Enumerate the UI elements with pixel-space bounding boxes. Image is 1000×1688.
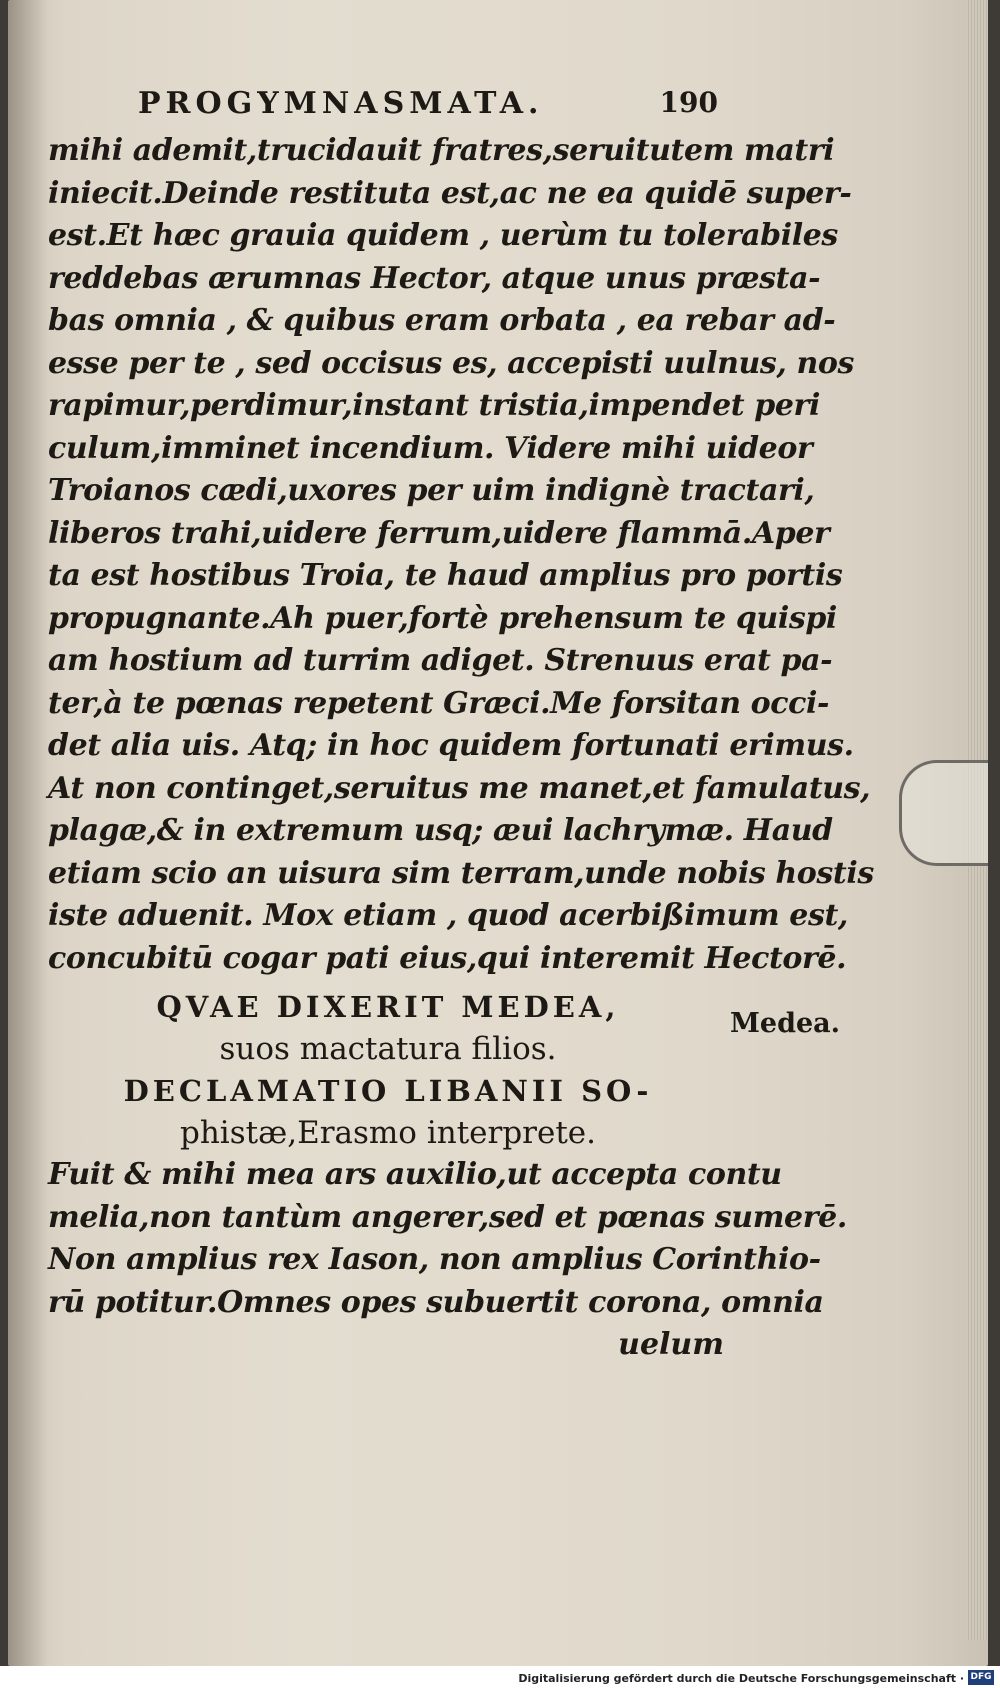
page-header bbox=[48, 78, 728, 130]
body-part-2 bbox=[48, 1154, 847, 1324]
text-line: ta est hostibus Troia, te haud amplius pro portis bbox=[48, 558, 843, 593]
text-line: Fuit & mihi mea ars auxilio,ut accepta contu bbox=[48, 1157, 782, 1192]
text-line: Non amplius rex Iason, non amplius Corinthio- bbox=[48, 1242, 821, 1277]
text-block bbox=[48, 78, 874, 1366]
text-line: concubitū cogar pati eius,qui interemit Hectorē. bbox=[48, 940, 847, 976]
text-line: propugnante.Ah puer,fortè prehensum te quispi bbox=[48, 600, 837, 636]
book-page bbox=[8, 0, 988, 1666]
running-title: PROGYMNASMATA. bbox=[138, 86, 544, 121]
text-line: liberos trahi,uidere ferrum,uidere flammā.Aper bbox=[48, 515, 830, 551]
dfg-logo: DFG bbox=[968, 1670, 994, 1685]
section-heading-continued: suos mactatura filios. bbox=[219, 1031, 557, 1067]
text-line: mihi ademit,trucidauit fratres,seruitutem matri bbox=[48, 133, 835, 168]
text-line: iniecit.Deinde restituta est,ac ne ea quidē super- bbox=[48, 175, 852, 211]
marginal-note: Medea. bbox=[730, 1008, 841, 1039]
text-line: plagæ,& in extremum usq; æui lachrymæ. Haud bbox=[48, 813, 833, 848]
catchword: uelum bbox=[618, 1327, 724, 1362]
page-clip bbox=[899, 760, 988, 866]
text-line: Troianos cædi,uxores per uim indignè tractari, bbox=[48, 473, 815, 508]
binding-shadow bbox=[8, 0, 48, 1666]
text-line: At non continget,seruitus me manet,et famulatus, bbox=[48, 770, 871, 806]
text-line: am hostium ad turrim adiget. Strenuus erat pa- bbox=[48, 643, 833, 678]
text-line: iste aduenit. Mox etiam , quod acerbißimum est, bbox=[48, 898, 848, 933]
text-line: rū potitur.Omnes opes subuertit corona, omnia bbox=[48, 1284, 824, 1320]
text-line: melia,non tantùm angerer,sed et pœnas sumerē. bbox=[48, 1199, 847, 1235]
text-line: reddebas ærumnas Hector, atque unus præsta- bbox=[48, 260, 821, 296]
text-line: esse per te , sed occisus es, accepisti uulnus, nos bbox=[48, 345, 854, 381]
sub-heading-continued: phistæ,Erasmo interprete. bbox=[179, 1115, 596, 1151]
body-part-1 bbox=[48, 130, 874, 980]
footer-bar bbox=[0, 1666, 1000, 1688]
text-line: etiam scio an uisura sim terram,unde nobis hostis bbox=[48, 855, 874, 891]
text-line: est.Et hæc grauia quidem , uerùm tu tolerabiles bbox=[48, 218, 838, 253]
text-line: det alia uis. Atq; in hoc quidem fortunati erimus. bbox=[48, 728, 854, 763]
text-line: bas omnia , & quibus eram orbata , ea rebar ad- bbox=[48, 303, 836, 338]
text-line: rapimur,perdimur,instant tristia,impendet peri bbox=[48, 388, 820, 423]
page-number: 190 bbox=[659, 86, 718, 119]
sub-heading: DECLAMATIO LIBANII SO- bbox=[123, 1074, 653, 1108]
funding-credit: Digitalisierung gefördert durch die Deutsche Forschungsgemeinschaft · bbox=[518, 1672, 964, 1685]
text-line: culum,imminet incendium. Videre mihi uideor bbox=[48, 430, 813, 466]
text-line: ter,à te pœnas repetent Græci.Me forsitan occi- bbox=[48, 685, 830, 721]
section-heading: QVAE DIXERIT MEDEA, bbox=[156, 990, 620, 1024]
